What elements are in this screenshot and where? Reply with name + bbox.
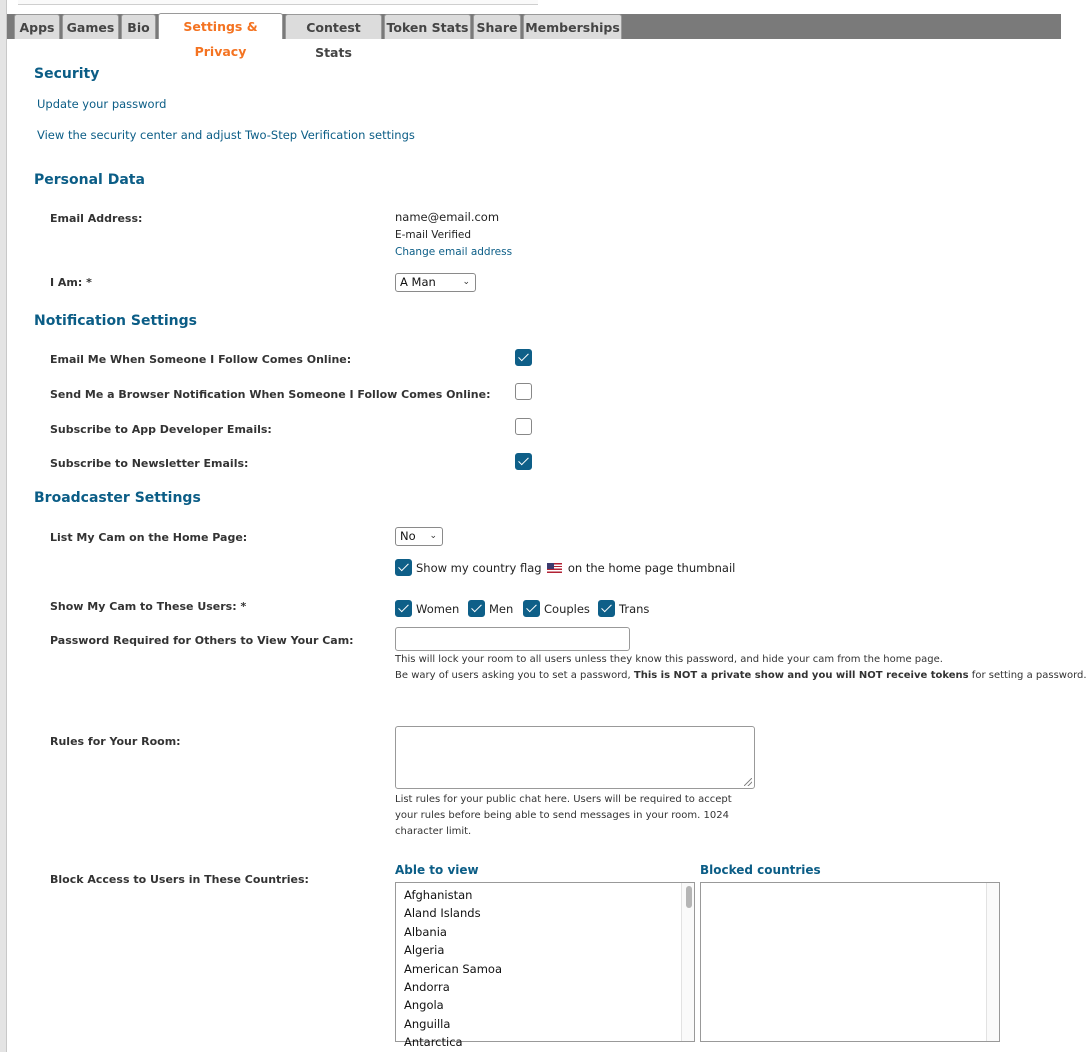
- notification-settings-heading: Notification Settings: [34, 313, 197, 329]
- tab-settings-privacy[interactable]: Settings & Privacy: [158, 13, 283, 39]
- tab-contest-stats[interactable]: Contest Stats: [285, 14, 382, 39]
- password-warning-bold: This is NOT a private show and you will NOT receive tokens: [633, 670, 969, 681]
- notify-follow-online-checkbox[interactable]: [515, 349, 532, 366]
- top-divider: [18, 0, 538, 5]
- iam-select-value: A Man: [400, 275, 436, 289]
- password-help-line-1: This will lock your room to all users unless they know this password, and hide your cam from the home page.: [395, 654, 943, 665]
- show-flag-label: Show my country flag: [416, 561, 542, 575]
- left-scroll-edge: [0, 0, 7, 1052]
- personal-data-heading: Personal Data: [34, 172, 145, 188]
- rules-label: Rules for Your Room:: [50, 735, 181, 748]
- rules-help-line-1: List rules for your public chat here. Users will be required to accept: [395, 794, 732, 805]
- show-to-trans-checkbox[interactable]: [598, 600, 615, 617]
- rules-help-line-2: your rules before being able to send messages in your room. 1024: [395, 810, 729, 821]
- notify-follow-online-label: Email Me When Someone I Follow Comes Online:: [50, 353, 352, 366]
- country-option[interactable]: Anguilla: [404, 1016, 451, 1031]
- tab-games[interactable]: Games: [62, 14, 119, 39]
- rules-textarea[interactable]: [395, 726, 755, 789]
- show-cam-to-label: Show My Cam to These Users: *: [50, 600, 247, 613]
- able-to-view-list[interactable]: [395, 882, 695, 1050]
- list-scrollbar[interactable]: [681, 883, 694, 1041]
- show-to-trans-label: Trans: [619, 602, 650, 616]
- security-heading: Security: [34, 66, 100, 82]
- newsletter-emails-label: Subscribe to Newsletter Emails:: [50, 457, 249, 470]
- rules-help-line-3: character limit.: [395, 826, 472, 837]
- show-flag-label-suffix: on the home page thumbnail: [567, 561, 736, 575]
- chevron-down-icon: ⌄: [429, 531, 437, 541]
- show-flag-checkbox[interactable]: [395, 559, 412, 576]
- update-password-link[interactable]: Update your password: [37, 97, 167, 111]
- country-option[interactable]: Afghanistan: [404, 888, 473, 902]
- tab-token-stats[interactable]: Token Stats: [384, 14, 471, 39]
- show-to-men-label: Men: [489, 602, 514, 616]
- block-countries-label: Block Access to Users in These Countries:: [50, 873, 309, 886]
- browser-notification-checkbox[interactable]: [515, 383, 532, 400]
- tab-share[interactable]: Share: [473, 14, 521, 39]
- password-warning-post: for setting a password.: [968, 670, 1087, 681]
- password-help-line-2: [395, 668, 1087, 684]
- list-cam-label: List My Cam on the Home Page:: [50, 531, 248, 544]
- change-email-link[interactable]: Change email address: [395, 246, 513, 258]
- iam-label: I Am: *: [50, 276, 92, 289]
- country-option[interactable]: Albania: [404, 924, 447, 939]
- list-cam-select-value: No: [400, 529, 416, 543]
- app-developer-emails-checkbox[interactable]: [515, 418, 532, 435]
- tab-apps[interactable]: Apps: [14, 14, 60, 39]
- country-option[interactable]: Algeria: [404, 943, 445, 958]
- email-label: Email Address:: [50, 212, 143, 225]
- broadcaster-settings-heading: Broadcaster Settings: [34, 490, 201, 506]
- show-to-women-checkbox[interactable]: [395, 600, 412, 617]
- blocked-countries-list[interactable]: [700, 882, 1000, 1042]
- us-flag-icon: [547, 563, 562, 573]
- country-option[interactable]: Angola: [404, 998, 444, 1013]
- country-option[interactable]: American Samoa: [404, 961, 503, 976]
- show-to-women-label: Women: [416, 602, 460, 616]
- password-label: Password Required for Others to View Your Cam:: [50, 634, 354, 647]
- show-to-men-checkbox[interactable]: [468, 600, 485, 617]
- app-developer-emails-label: Subscribe to App Developer Emails:: [50, 423, 272, 436]
- country-option[interactable]: Andorra: [404, 979, 450, 994]
- country-option[interactable]: Aland Islands: [404, 906, 481, 921]
- tab-bio[interactable]: Bio: [121, 14, 156, 39]
- scrollbar-thumb[interactable]: [686, 886, 692, 908]
- browser-top-strip: [0, 0, 1061, 7]
- newsletter-emails-checkbox[interactable]: [515, 453, 532, 470]
- show-to-couples-label: Couples: [544, 602, 590, 616]
- show-to-couples-checkbox[interactable]: [523, 600, 540, 617]
- tab-memberships[interactable]: Memberships: [523, 14, 622, 39]
- list-scrollbar[interactable]: [986, 883, 999, 1041]
- password-warning-pre: Be wary of users asking you to set a password,: [395, 670, 634, 681]
- room-password-input[interactable]: [395, 627, 630, 651]
- able-to-view-heading: Able to view: [395, 863, 479, 877]
- browser-notification-label: Send Me a Browser Notification When Someone I Follow Comes Online:: [50, 388, 491, 401]
- show-flag-text: [416, 561, 735, 575]
- email-verified-status: E-mail Verified: [395, 229, 472, 241]
- iam-select[interactable]: [395, 273, 476, 292]
- chevron-down-icon: ⌄: [462, 277, 470, 287]
- email-value: name@email.com: [395, 210, 500, 224]
- list-cam-select[interactable]: [395, 527, 443, 546]
- country-option[interactable]: Antarctica: [404, 1035, 463, 1050]
- security-center-link[interactable]: View the security center and adjust Two-Step Verification settings: [37, 128, 415, 142]
- resize-handle-icon[interactable]: [744, 778, 752, 786]
- blocked-countries-heading: Blocked countries: [700, 863, 821, 877]
